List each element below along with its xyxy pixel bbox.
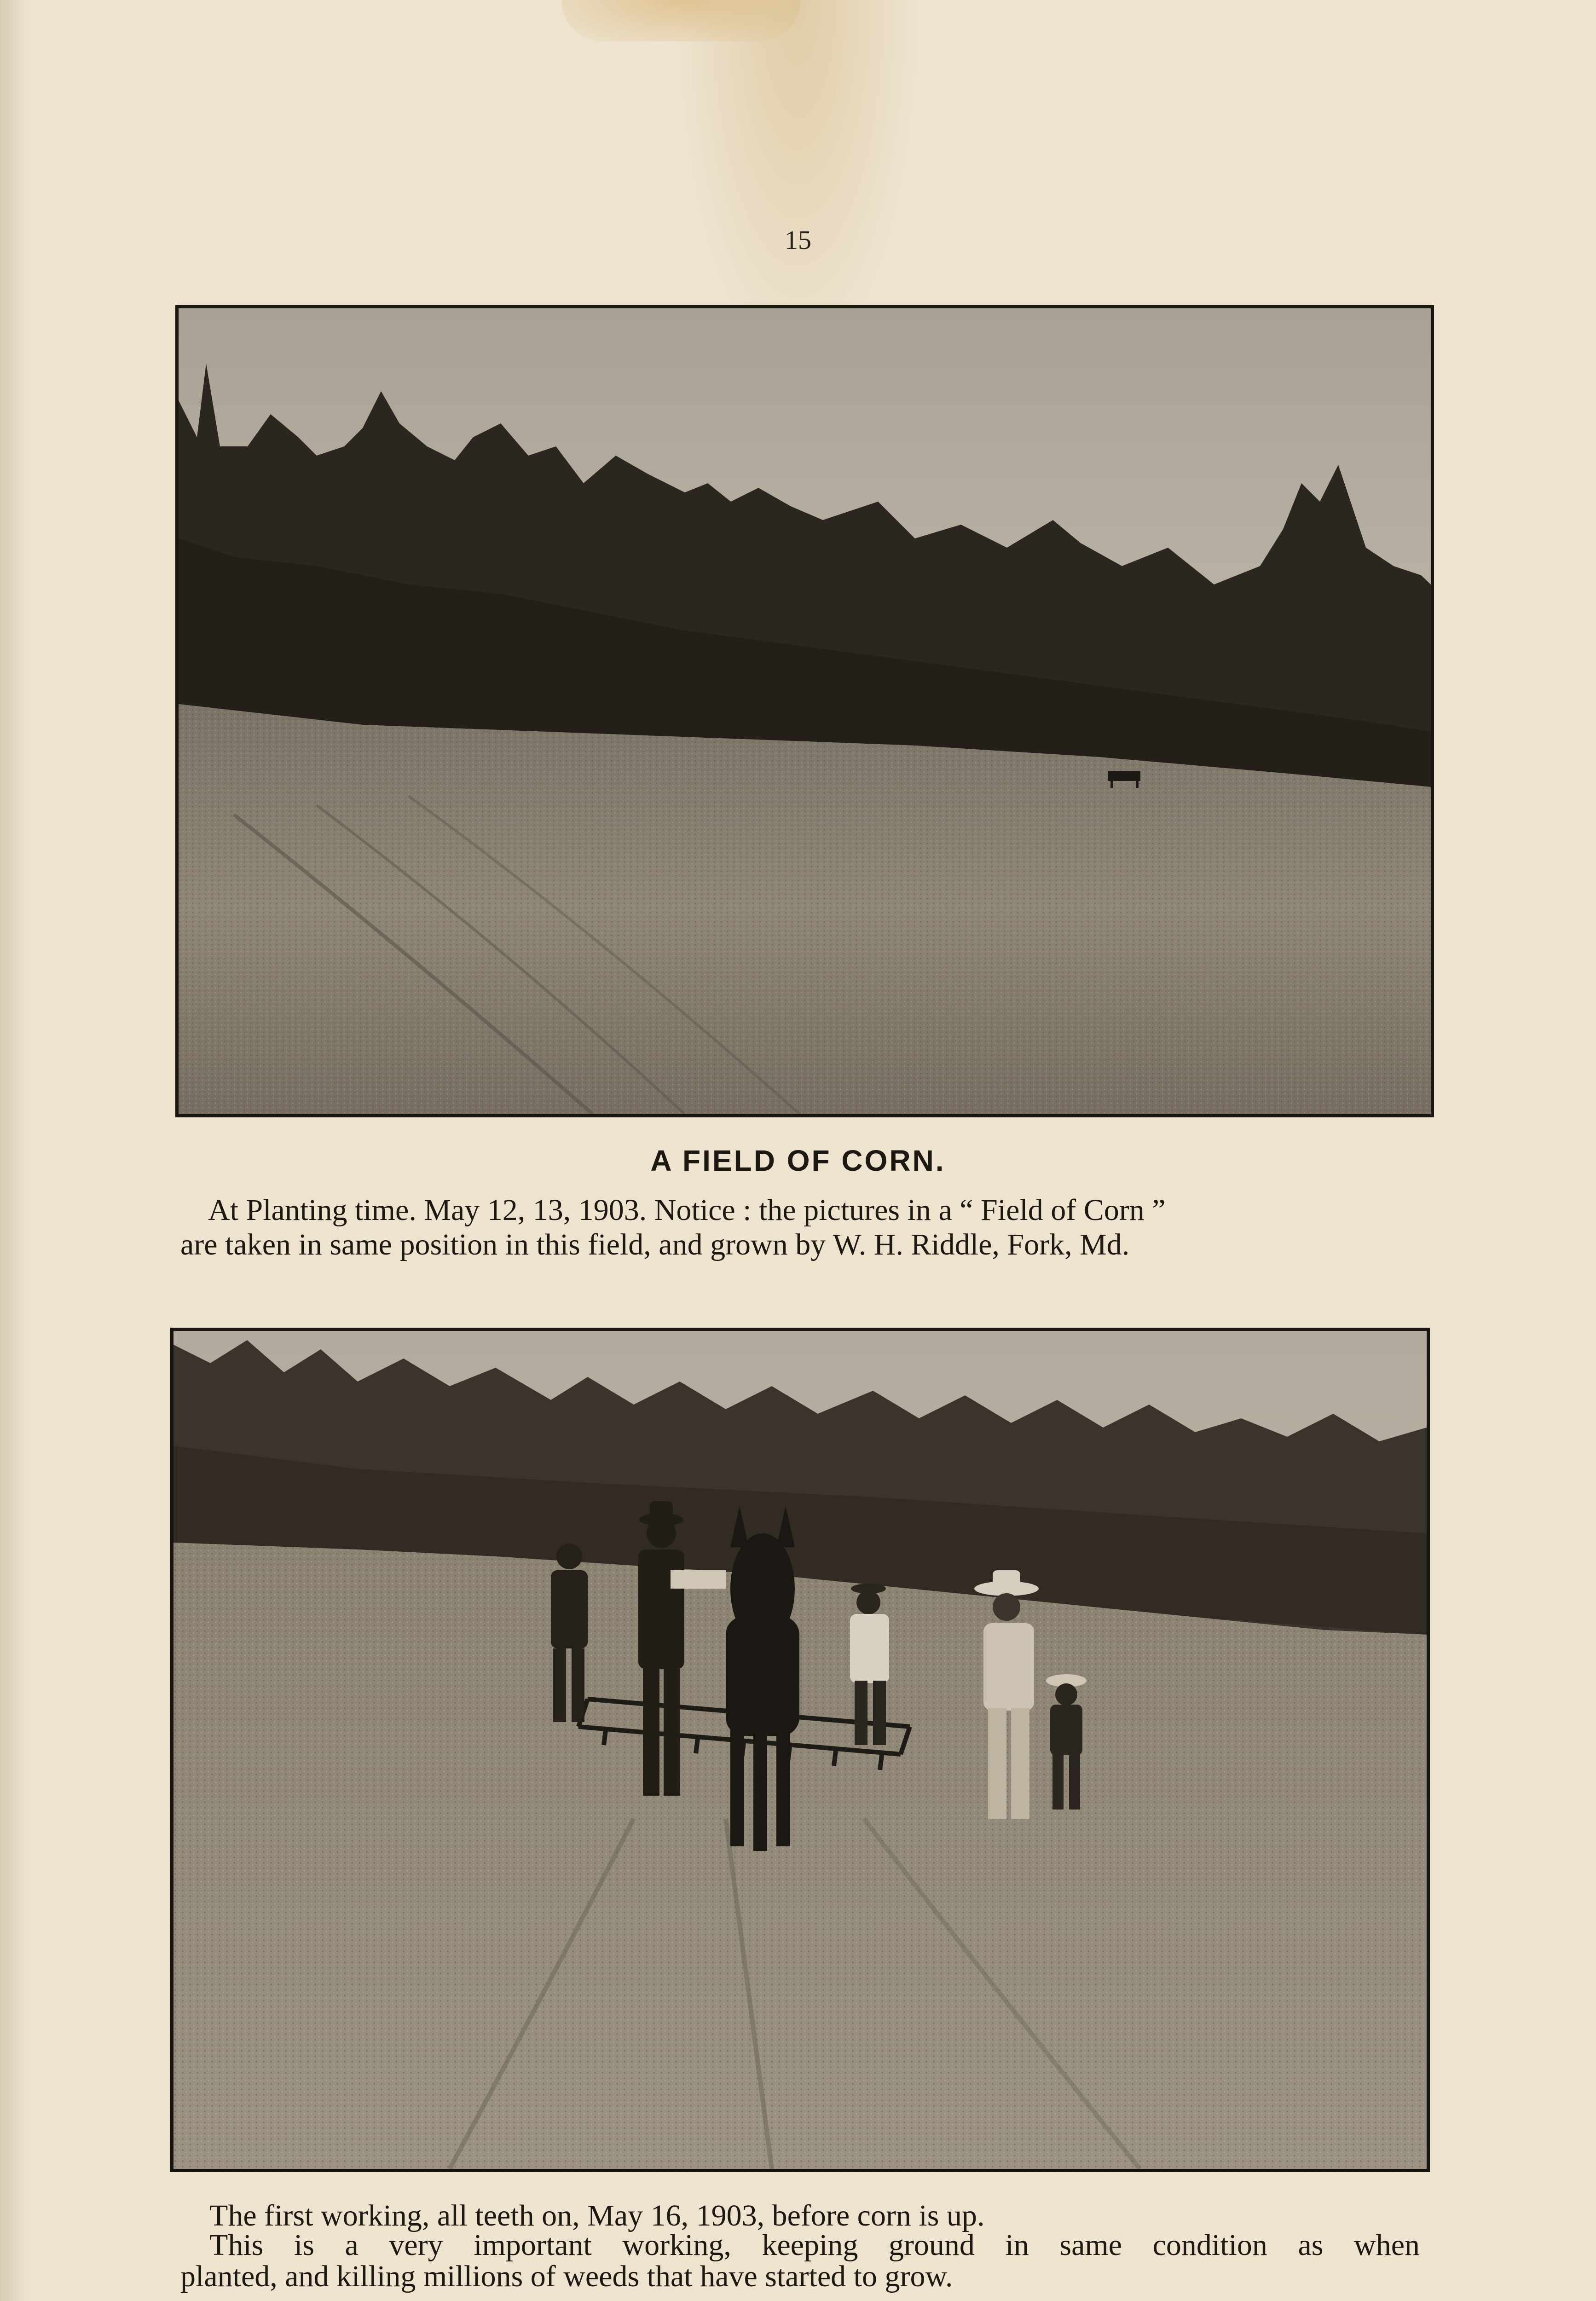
figure2-caption-line1: The first working, all teeth on, May 16, 1903, before corn is up. [209,2199,985,2232]
harrow-scene-image [173,1331,1427,2169]
figure1-caption-line2: are taken in same position in this field, and grown by W. H. Riddle, Fork, Md. [180,1228,1130,1261]
paper-stain [561,0,801,41]
figure2-caption-line3: planted, and killing millions of weeds that have started to grow. [180,2260,953,2293]
figure1-caption-line1: At Planting time. May 12, 13, 1903. Notice : the pictures in a “ Field of Corn ” [208,1193,1166,1227]
page-number: 15 [785,225,811,255]
mule-figure [726,1506,799,1851]
figure-title: A FIELD OF CORN. [650,1144,946,1177]
figure2-caption-line2: This is a very important working, keeping ground in same condition as when [209,2228,1420,2262]
field-landscape-image [179,308,1431,1114]
photo-field-at-planting [175,305,1434,1117]
photo-first-working [170,1328,1430,2172]
